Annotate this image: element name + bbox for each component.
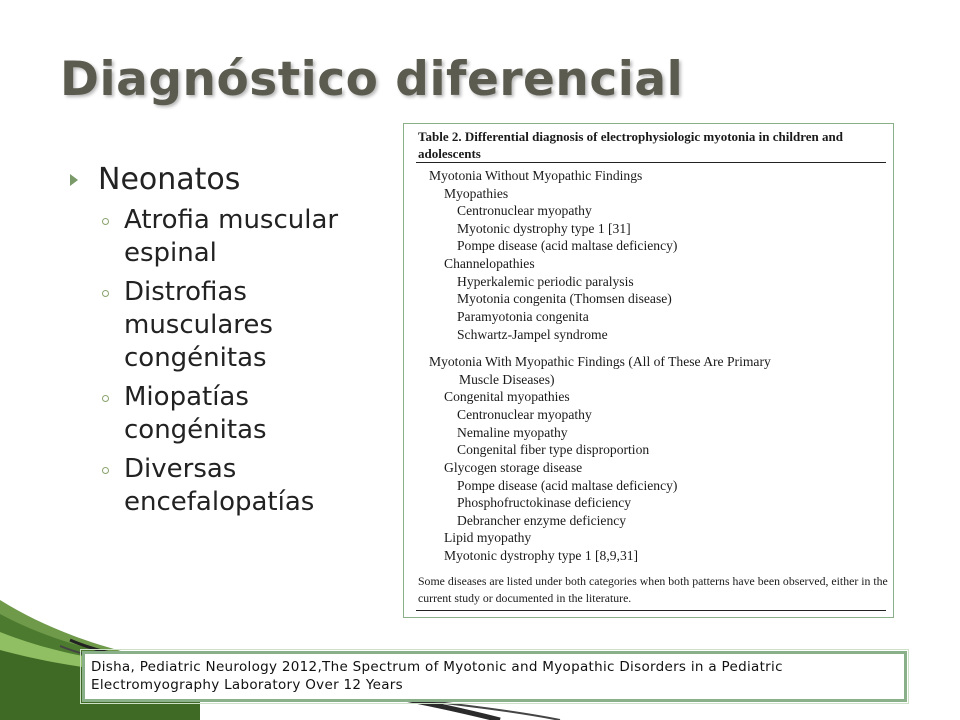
table-row: Nemaline myopathy [457,425,568,440]
table-rule-top [416,162,886,163]
sub-bullet-label: Diversas encefalopatías [124,454,315,517]
bullet-list [70,162,390,525]
sub-bullet [70,204,390,270]
table-row: Paramyotonia congenita [457,309,589,324]
circle-bullet-icon [102,467,109,474]
table-row: Myotonia Without Myopathic Findings [429,168,643,183]
bullet-neonatos [70,162,390,198]
table-row: Centronuclear myopathy [457,203,592,218]
citation-line-1: Disha, Pediatric Neurology 2012,The Spectrum of Myotonic and Myopathic Disorders in a Pediatric [91,659,783,675]
table-row: Glycogen storage disease [444,460,583,475]
table-row: Schwartz-Jampel syndrome [457,327,608,342]
bullet-label: Neonatos [98,162,241,197]
table-row: Pompe disease (acid maltase deficiency) [457,238,678,253]
citation-line-2: Electromyography Laboratory Over 12 Years [91,677,403,693]
table-row: Congenital fiber type disproportion [457,442,650,457]
table-row: Hyperkalemic periodic paralysis [457,274,634,289]
citation-box [82,651,907,702]
sub-bullet [70,381,390,447]
table-row: Muscle Diseases) [459,372,555,387]
table-caption: Table 2. Differential diagnosis of electrophysiologic myotonia in children and adolescents [418,129,843,161]
sub-bullet [70,276,390,375]
table-row: Centronuclear myopathy [457,407,592,422]
sub-bullet [70,453,390,519]
table-row: Myotonic dystrophy type 1 [31] [457,221,631,236]
circle-bullet-icon [102,218,109,225]
table-row: Myotonia With Myopathic Findings (All of These Are Primary [429,354,771,369]
sub-bullet-label: Atrofia muscular espinal [124,205,339,268]
table-row: Lipid myopathy [444,530,532,545]
table-row: Pompe disease (acid maltase deficiency) [457,478,678,493]
table-row: Myotonic dystrophy type 1 [8,9,31] [444,548,639,563]
table-row: Channelopathies [444,256,535,271]
table-figure [403,123,894,618]
citation-text [91,658,783,694]
table-row: Myopathies [444,186,509,201]
circle-bullet-icon [102,290,109,297]
sub-bullet-label: Miopatías congénitas [124,382,267,445]
circle-bullet-icon [102,395,109,402]
table-row: Debrancher enzyme deficiency [457,513,627,528]
triangle-bullet-icon [70,174,78,186]
table-row: Myotonia congenita (Thomsen disease) [457,291,672,306]
slide-title: Diagnóstico diferencial [60,52,684,107]
table-row: Phosphofructokinase deficiency [457,495,632,510]
sub-bullet-label: Distrofias musculares congénitas [124,277,273,373]
table-row: Congenital myopathies [444,389,570,404]
table-footnote: Some diseases are listed under both categories when both patterns have been observed, either in the current study or documented in the literature. [418,574,888,605]
